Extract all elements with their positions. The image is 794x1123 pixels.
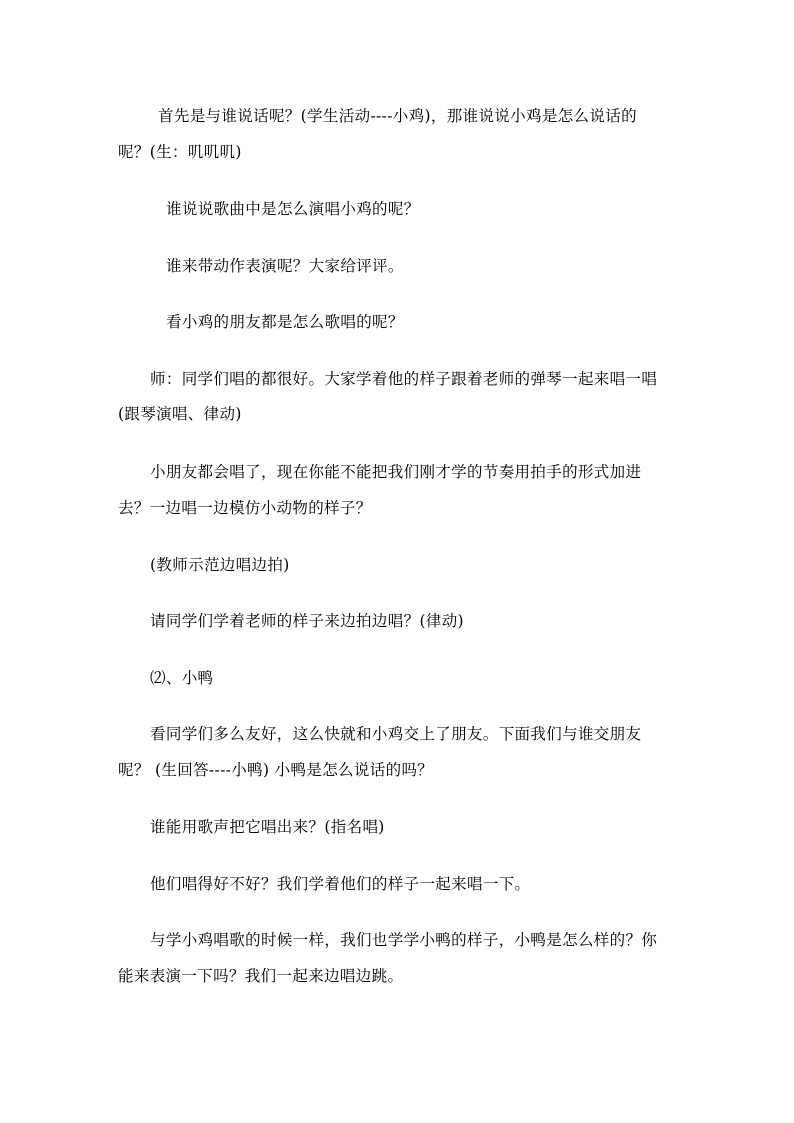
paragraph-line-5: 看小鸡的朋友都是怎么歌唱的呢？ [166,313,404,331]
paragraph-line-18: 能来表演一下吗？我们一起来边唱边跳。 [118,967,404,985]
paragraph-line-3: 谁说说歌曲中是怎么演唱小鸡的呢？ [166,200,420,218]
paragraph-line-10: (教师示范边唱边拍) [150,556,290,574]
paragraph-line-15: 谁能用歌声把它唱出来？(指名唱) [150,818,385,836]
paragraph-line-1: 首先是与谁说话呢？(学生活动----小鸡)，那谁说说小鸡是怎么说话的 [158,107,637,125]
paragraph-line-4: 谁来带动作表演呢？大家给评评。 [166,257,404,275]
paragraph-line-2: 呢？(生：叽叽叽) [118,143,242,161]
paragraph-line-9: 去？一边唱一边模仿小动物的样子？ [118,499,372,517]
paragraph-line-8: 小朋友都会唱了，现在你能不能把我们刚才学的节奏用拍手的形式加进 [150,463,642,481]
paragraph-line-13: 看同学们多么友好，这么快就和小鸡交上了朋友。下面我们与谁交朋友 [150,725,642,743]
paragraph-line-7: (跟琴演唱、律动) [118,405,242,423]
section-heading-duck: ⑵、小鸭 [150,669,214,687]
paragraph-line-16: 他们唱得好不好？我们学着他们的样子一起来唱一下。 [150,875,531,893]
paragraph-line-17: 与学小鸡唱歌的时候一样，我们也学学小鸭的样子，小鸭是怎么样的？你 [150,931,658,949]
paragraph-line-6: 师：同学们唱的都很好。大家学着他的样子跟着老师的弹琴一起来唱一唱 [150,370,658,388]
paragraph-line-11: 请同学们学着老师的样子来边拍边唱？(律动) [150,612,464,630]
paragraph-line-14: 呢？ (生回答----小鸭) 小鸭是怎么说话的吗？ [118,761,434,779]
